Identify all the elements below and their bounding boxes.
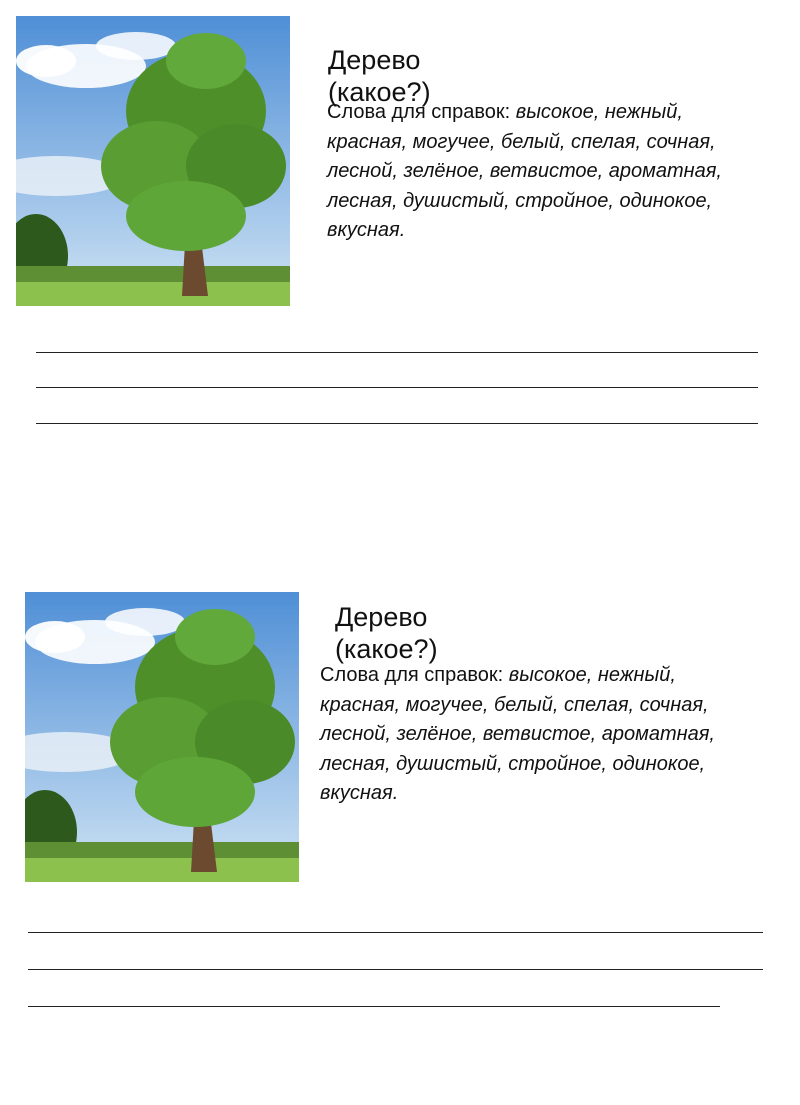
worksheet-card-1 [0, 0, 800, 530]
worksheet-card-2 [0, 575, 800, 1105]
tree-photo [25, 592, 299, 882]
answer-line [36, 387, 758, 388]
answer-line [28, 969, 763, 970]
tree-photo [16, 16, 290, 306]
hint-words: высокое, нежный, красная, могучее, белый, спелая, сочная, лесной, зелёное, ветвистое, ароматная, лесная, душистый, стройное, одинокое, вкусная. [320, 664, 715, 804]
answer-line [36, 352, 758, 353]
answer-line [28, 932, 763, 933]
card-title: Дерево (какое?) [328, 45, 431, 107]
card-title: Дерево (какое?) [335, 602, 438, 664]
hint-label: Слова для справок: [327, 101, 511, 123]
answer-line [36, 423, 758, 424]
hint-text [320, 661, 760, 809]
answer-line [28, 1006, 720, 1007]
hint-label: Слова для справок: [320, 664, 504, 686]
hint-text [327, 98, 767, 246]
hint-words: высокое, нежный, красная, могучее, белый, спелая, сочная, лесной, зелёное, ветвистое, ароматная, лесная, душистый, стройное, одинокое, вкусная. [327, 101, 722, 241]
